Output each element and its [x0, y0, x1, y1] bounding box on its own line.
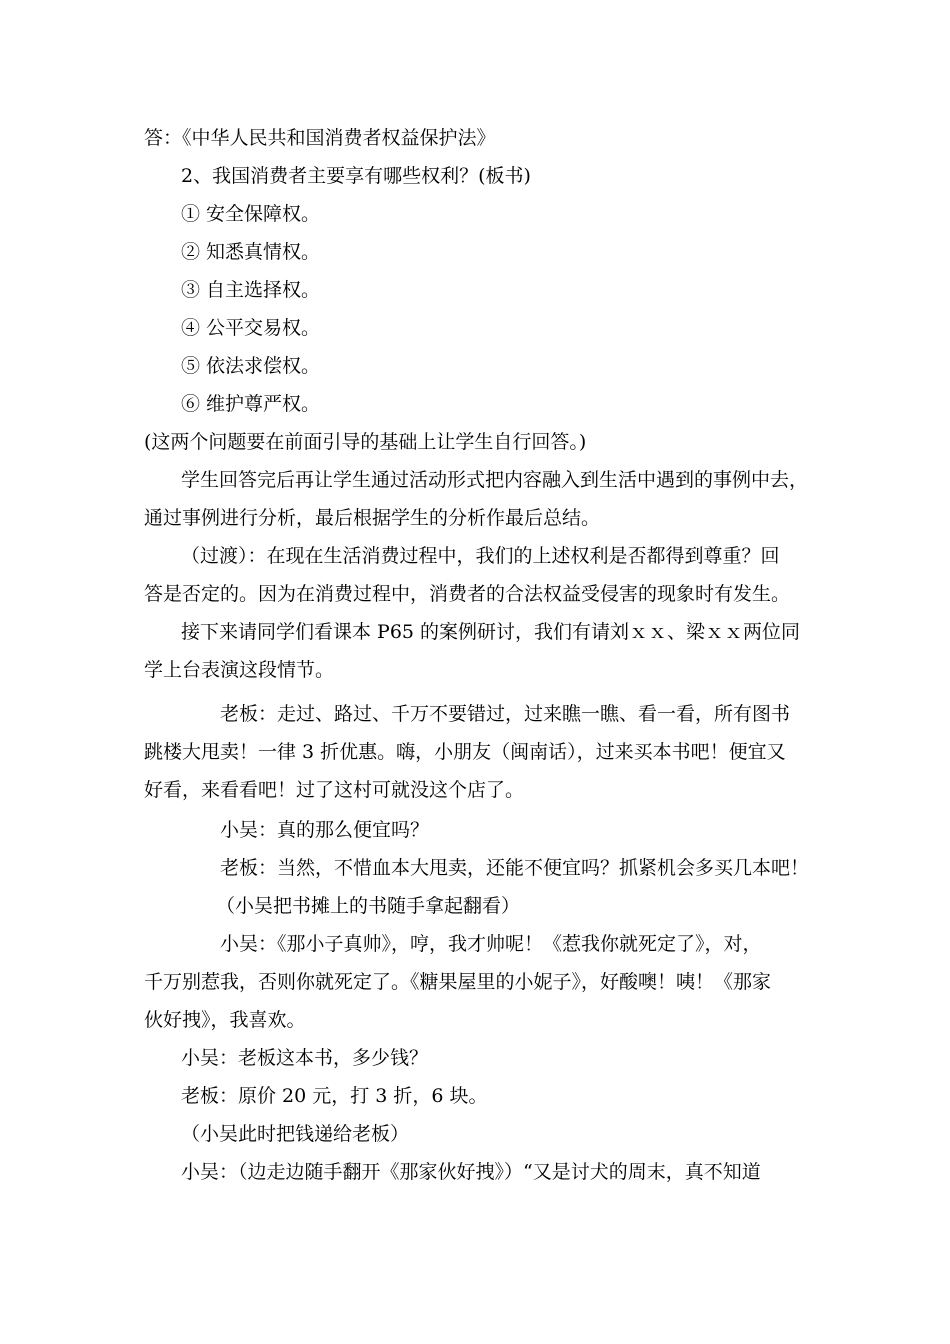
stage-direction: （小吴把书摊上的书随手拿起翻看）: [216, 895, 521, 917]
dialogue-line: 好看，来看看吧！过了这村可就没这个店了。: [144, 779, 525, 801]
dialogue-line: 小吴：真的那么便宜吗？: [220, 819, 430, 841]
rights-item-6: ⑥ 维护尊严权。: [181, 393, 321, 415]
rights-item-2: ② 知悉真情权。: [181, 241, 321, 263]
teaching-note: (这两个问题要在前面引导的基础上让学生自行回答。): [144, 431, 587, 453]
paragraph-line: 通过事例进行分析，最后根据学生的分析作最后总结。: [144, 507, 601, 529]
rights-item-5: ⑤ 依法求偿权。: [181, 355, 321, 377]
dialogue-line: 跳楼大甩卖！一律 3 折优惠。嗨，小朋友（闽南话），过来买本书吧！便宜又: [144, 741, 786, 763]
question-heading: 2、我国消费者主要享有哪些权利？(板书): [181, 165, 531, 187]
dialogue-line: 小吴：《那小子真帅》，哼，我才帅呢！《惹我你就死定了》，对，: [220, 933, 762, 955]
paragraph-line: 接下来请同学们看课本 P65 的案例研讨，我们有请刘ｘｘ、梁ｘｘ两位同: [181, 621, 801, 643]
rights-item-1: ① 安全保障权。: [181, 203, 321, 225]
answer-line: 答：《中华人民共和国消费者权益保护法》: [144, 127, 496, 149]
dialogue-line: 老板：走过、路过、千万不要错过，过来瞧一瞧、看一看，所有图书: [220, 703, 791, 725]
paragraph-line: 学上台表演这段情节。: [144, 659, 335, 681]
paragraph-line: （过渡）：在现在生活消费过程中，我们的上述权利是否都得到尊重？回: [181, 545, 780, 567]
paragraph-line: 答是否定的。因为在消费过程中，消费者的合法权益受侵害的现象时有发生。: [144, 583, 791, 605]
dialogue-line: 老板：当然，不惜血本大甩卖，还能不便宜吗？抓紧机会多买几本吧！: [220, 857, 810, 879]
dialogue-line: 千万别惹我，否则你就死定了。《糖果屋里的小妮子》，好酸噢！咦！《那家: [144, 971, 772, 993]
paragraph-line: 学生回答完后再让学生通过活动形式把内容融入到生活中遇到的事例中去，: [181, 469, 809, 491]
dialogue-line: 小吴：（边走边随手翻开《那家伙好拽》）“又是讨犬的周末，真不知道: [181, 1161, 761, 1183]
stage-direction: （小吴此时把钱递给老板）: [181, 1123, 410, 1145]
dialogue-line: 伙好拽》，我喜欢。: [144, 1009, 306, 1031]
dialogue-line: 老板：原价 20 元，打 3 折，6 块。: [181, 1085, 488, 1107]
rights-item-4: ④ 公平交易权。: [181, 317, 321, 339]
dialogue-line: 小吴：老板这本书，多少钱？: [181, 1047, 429, 1069]
rights-item-3: ③ 自主选择权。: [181, 279, 321, 301]
